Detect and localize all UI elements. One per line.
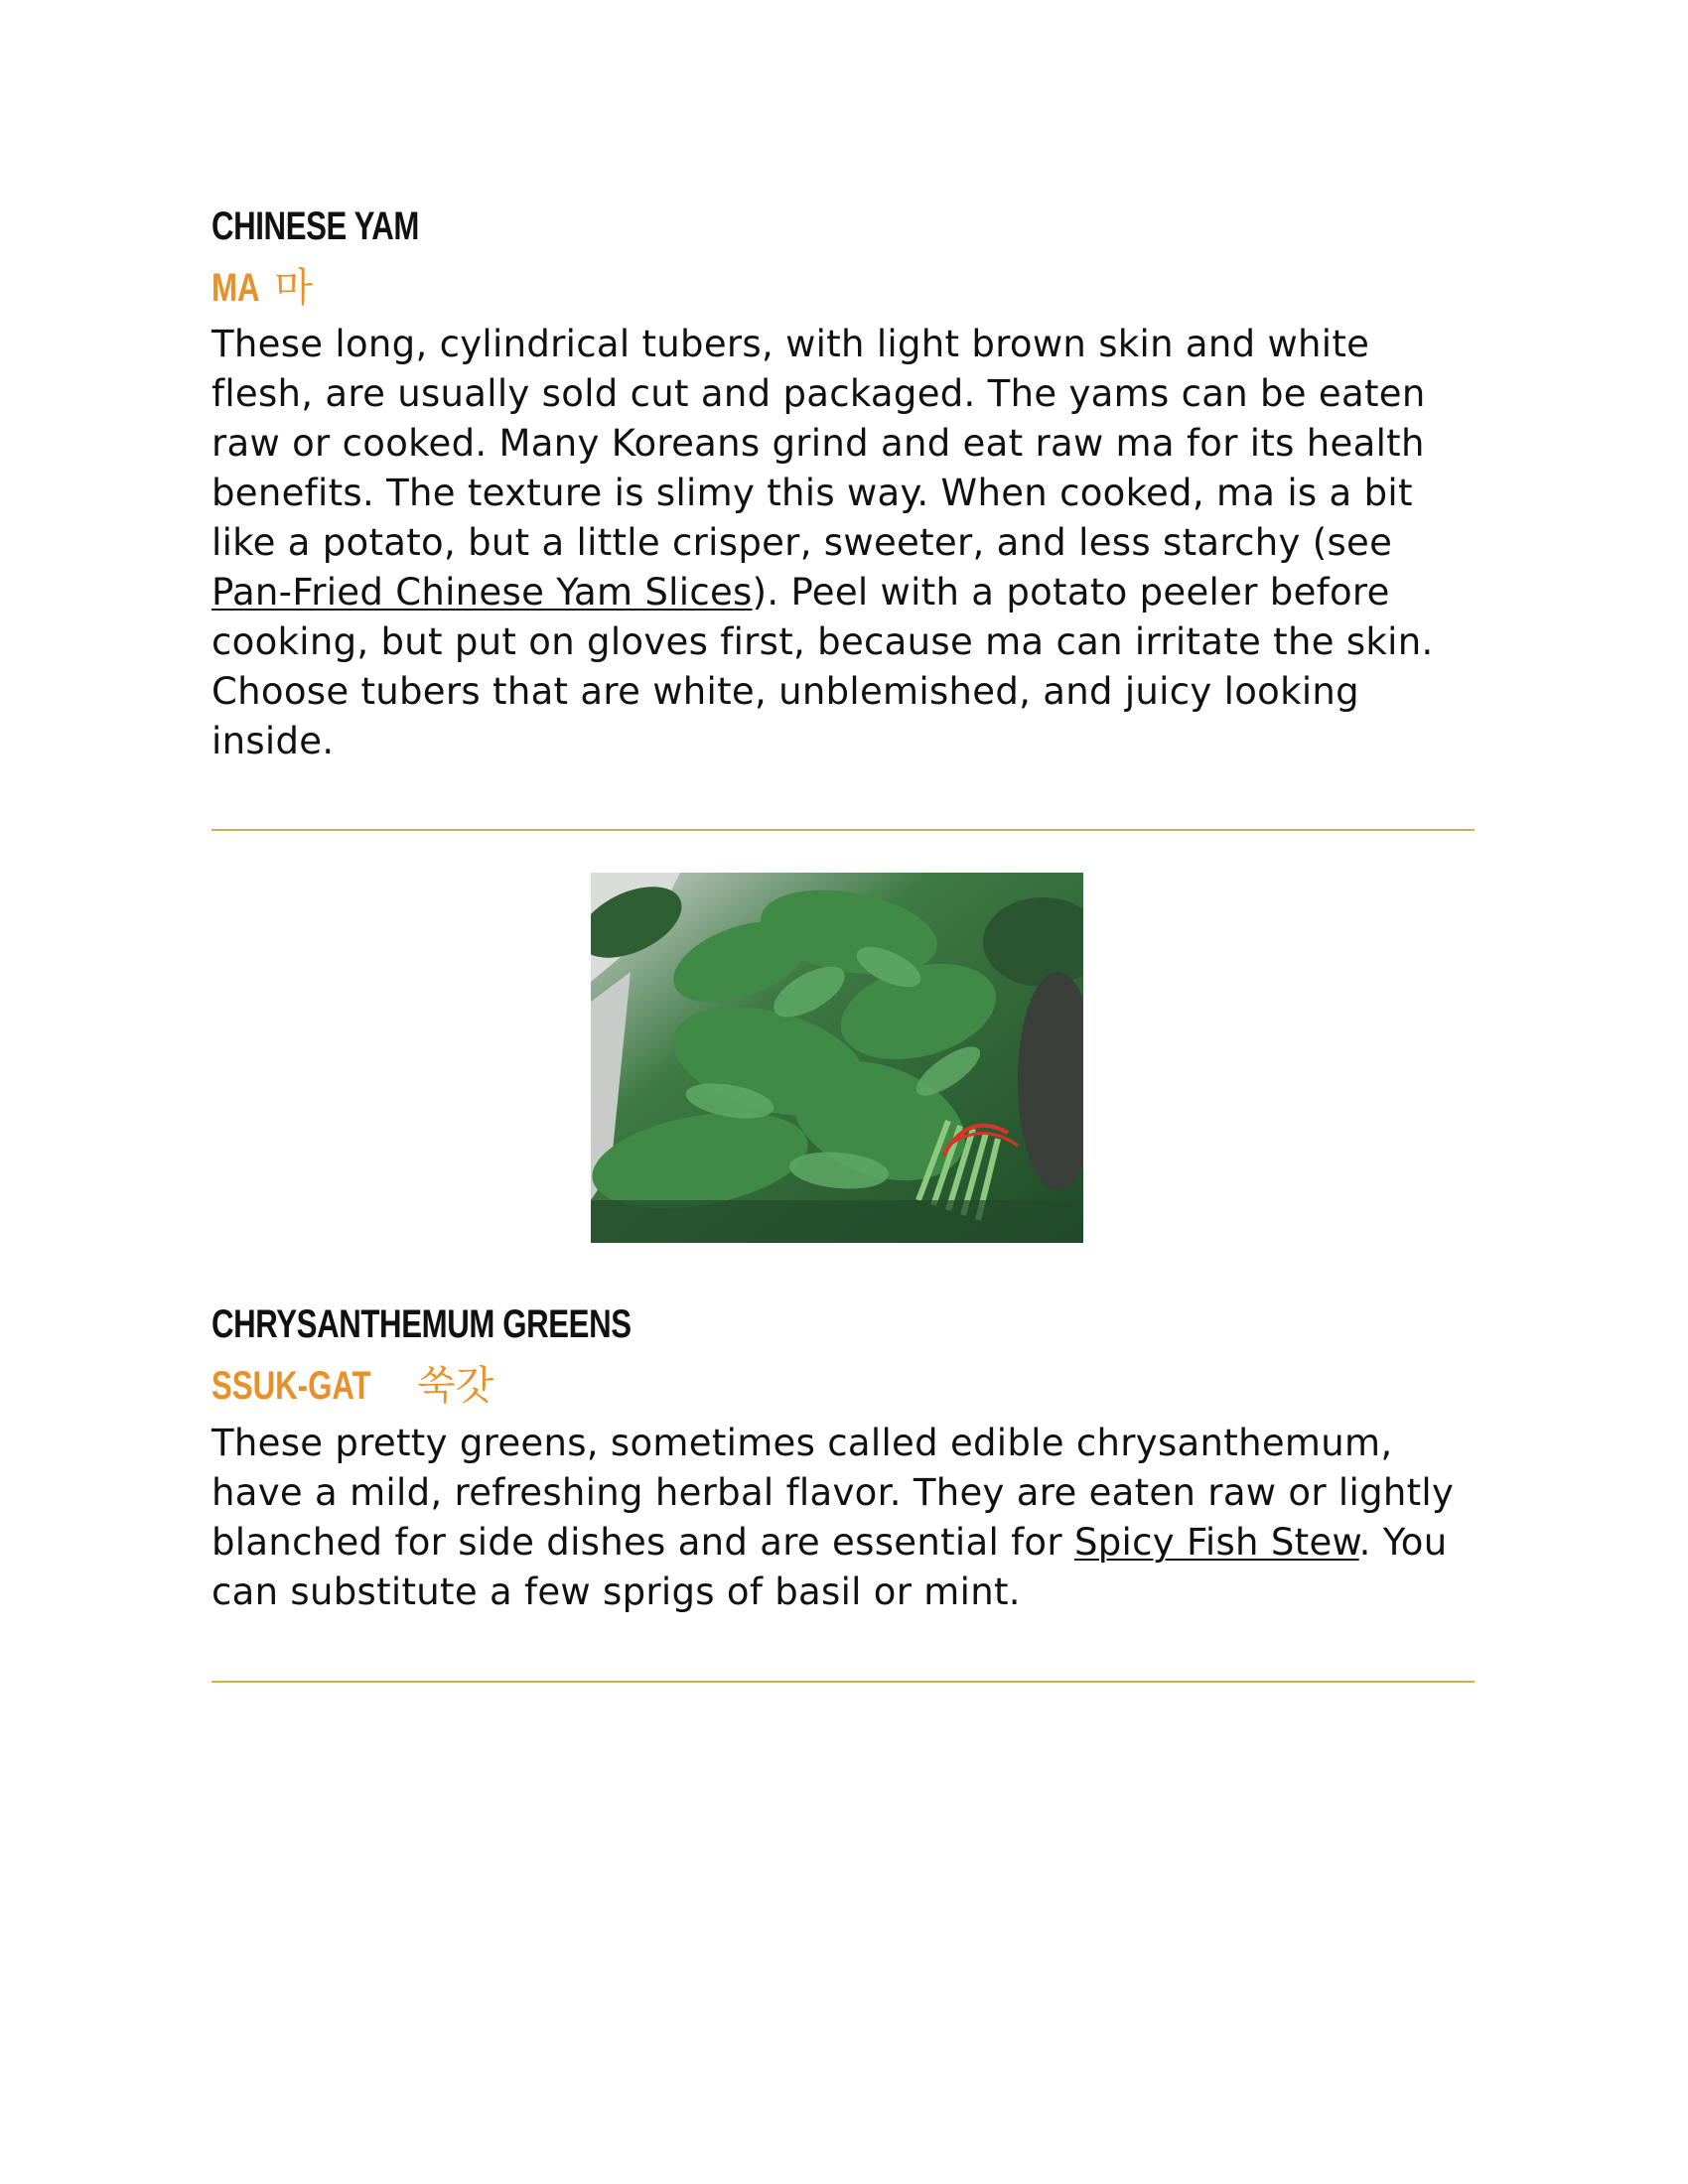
description-text: These pretty greens, sometimes called edible chrysanthemum, have a mild, refreshing herbal flavor. They are eaten raw or lightly blanched for side dishes and are essential for	[211, 1422, 1455, 1564]
korean-name: 마	[274, 265, 313, 311]
description-text: These long, cylindrical tubers, with light brown skin and white flesh, are usually sold cut and packaged. The yams can be eaten raw or cooked. Many Koreans grind and eat raw ma for its health benefits. The texture is slimy this way. When cooked, ma is a bit like a potato, but a little crisper, sweeter, and less starchy (see	[211, 323, 1426, 564]
romanized-name: MA	[211, 266, 260, 310]
korean-name: 쑥갓	[417, 1363, 494, 1409]
entry-description-chinese-yam	[211, 320, 1475, 766]
entry-heading-chinese-yam: CHINESE YAM	[211, 205, 419, 248]
description-text: ). Peel with a potato peeler before cooking, but put on gloves first, because ma can irritate the skin. Choose tubers that are white, unblemished, and juicy looking inside.	[211, 571, 1434, 762]
romanized-name: SSUK-GAT	[211, 1364, 371, 1408]
description-text: . You can substitute a few sprigs of basil or mint.	[211, 1521, 1448, 1613]
divider-rule	[211, 829, 1475, 831]
link-spicy-fish-stew[interactable]: Spicy Fish Stew	[1073, 1521, 1359, 1564]
link-pan-fried-chinese-yam-slices[interactable]: Pan-Fried Chinese Yam Slices	[211, 571, 753, 614]
chrysanthemum-greens-photo	[591, 873, 1083, 1243]
entry-description-chrysanthemum-greens	[211, 1419, 1475, 1617]
entry-subheading-ssuk-gat	[211, 1362, 493, 1410]
entry-heading-chrysanthemum-greens: CHRYSANTHEMUM GREENS	[211, 1302, 632, 1346]
entry-subheading-ma	[211, 264, 313, 312]
divider-rule	[211, 1681, 1475, 1683]
